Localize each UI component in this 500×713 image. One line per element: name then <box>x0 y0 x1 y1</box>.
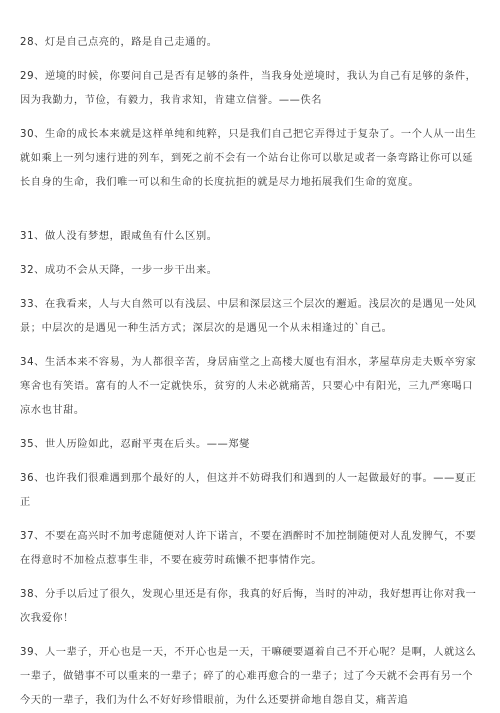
paragraph-29: 29、逆境的时候，你要问自己是否有足够的条件，当我身处逆境时，我认为自己有足够的条件，因为我勤力，节俭，有毅力，我肯求知，肯建立信誉。——佚名 <box>20 71 477 106</box>
paragraph-38: 38、分手以后过了很久，发现心里还是有你，我真的好后悔，当时的冲动，我好想再让你对我一次我爱你！ <box>20 589 477 624</box>
paragraph-39: 39、人一辈子，开心也是一天，不开心也是一天，干嘛硬要逼着自己不开心呢？是啊，人就这么一辈子，做错事不可以重来的一辈子；碎了的心难再愈合的一辈子；过了今天就不会再有另一个今天的一辈子，我们为什么不好好珍惜眼前，为什么还要拼命地自怨自艾，痛苦追 <box>20 647 477 706</box>
paragraph-37: 37、不要在高兴时不加考虑随便对人许下诺言，不要在酒醉时不加控制随便对人乱发脾气，不要在得意时不加检点惹事生非，不要在疲劳时疏懒不把事情作完。 <box>20 531 477 566</box>
paragraph-28: 28、灯是自己点亮的，路是自己走通的。 <box>20 37 218 48</box>
paragraph-33: 33、在我看来，人与大自然可以有浅层、中层和深层这三个层次的邂逅。浅层次的是遇见一处风景；中层次的是遇见一种生活方式；深层次的是遇见一个从未相逢过的`自己。 <box>20 299 477 334</box>
paragraph-31: 31、做人没有梦想，跟咸鱼有什么区别。 <box>20 231 218 242</box>
paragraph-30: 30、生命的成长本来就是这样单纯和纯粹，只是我们自己把它弄得过于复杂了。一个人从一出生就如乘上一列匀速行进的列车，到死之前不会有一个站台让你可以歇足或者一条弯路让你可以延长自身的生命，我们唯一可以和生命的长度抗拒的就是尽力地拓展我们生命的宽度。 <box>20 129 477 188</box>
paragraph-34: 34、生活本来不容易，为人都很辛苦，身居庙堂之上高楼大厦也有泪水，茅屋草房走夫贩卒穷家寒舍也有笑语。富有的人不一定就快乐，贫穷的人未必就痛苦，只要心中有阳光，三九严寒喝口凉水也甘甜。 <box>20 357 477 416</box>
paragraph-35: 35、世人历险如此，忍耐平夷在后头。——郑燮 <box>20 439 250 450</box>
paragraph-36: 36、也许我们很难遇到那个最好的人，但这并不妨碍我们和遇到的人一起做最好的事。——夏正正 <box>20 473 477 508</box>
paragraph-32: 32、成功不会从天降，一步一步干出来。 <box>20 265 218 276</box>
document-page <box>20 0 482 713</box>
